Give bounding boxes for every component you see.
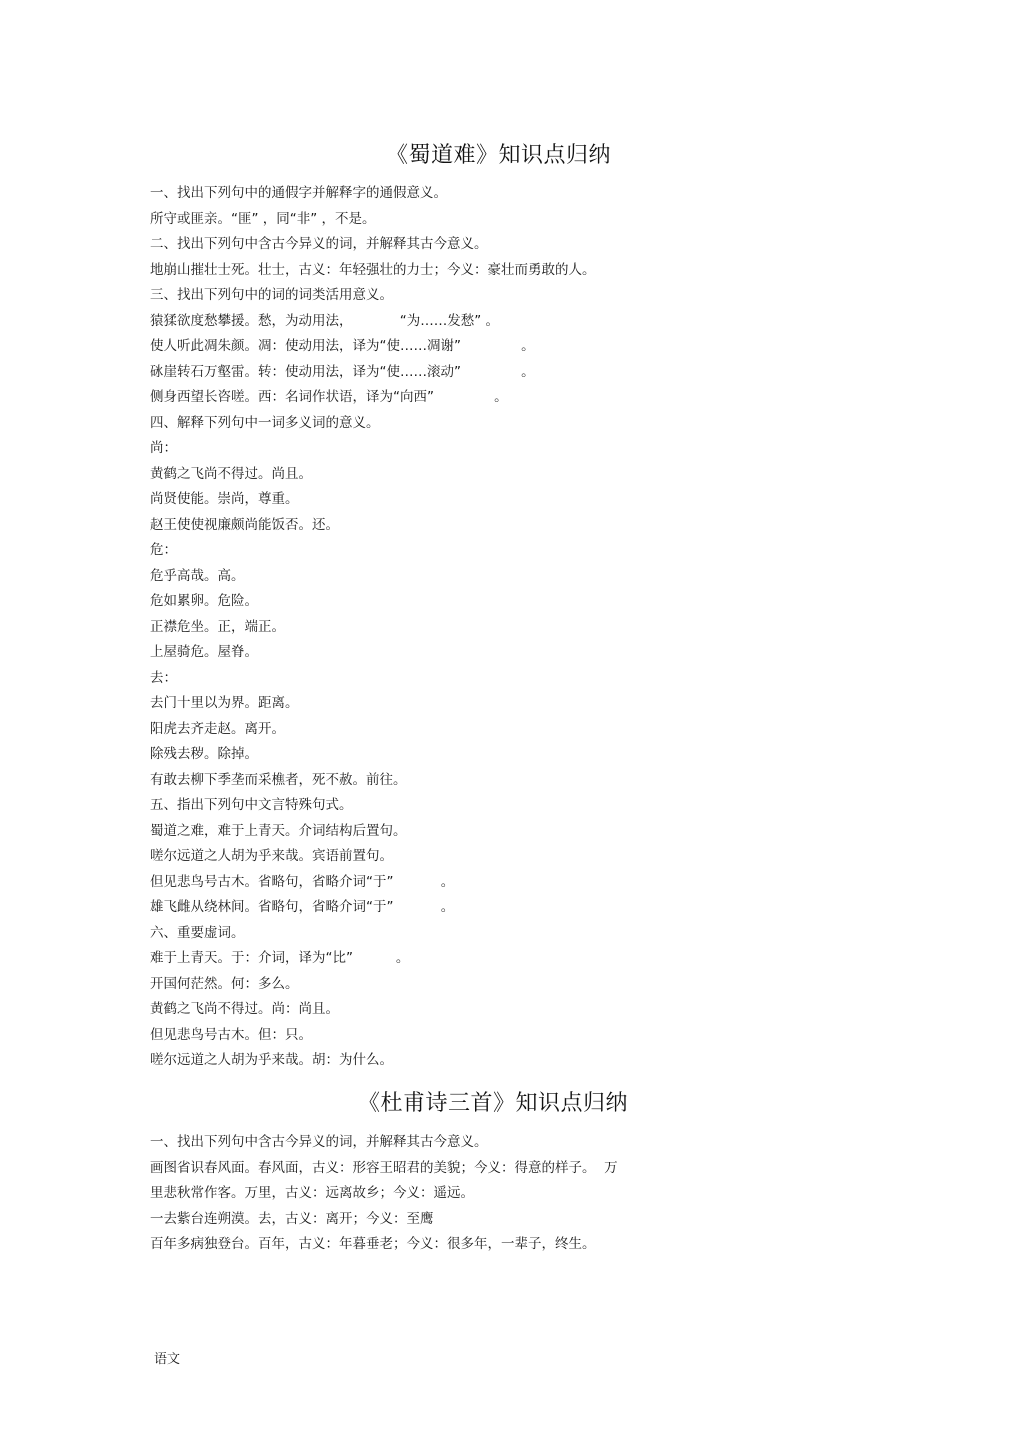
page-footer-label: 语文 xyxy=(154,1352,181,1367)
text-line: 有敢去柳下季垄而采樵者，死不赦。前往。 xyxy=(150,771,407,788)
text-line: 砯崖转石万壑雷。转：使动用法，译为“使……滚动” 。 xyxy=(150,363,535,380)
text-line: 一、找出下列句中的通假字并解释字的通假意义。 xyxy=(150,185,447,201)
text-line: 危： xyxy=(150,542,177,558)
text-line: 去： xyxy=(150,669,177,686)
text-line: 三、找出下列句中的词的词类活用意义。 xyxy=(150,287,393,303)
text-line: 阳虎去齐走赵。离开。 xyxy=(150,720,285,737)
section-body-dufu xyxy=(150,1130,710,1258)
text-line: 难于上青天。于：介词，译为“比” 。 xyxy=(150,950,410,966)
text-line: 地崩山摧壮士死。壮士，古义：年轻强壮的力士；今义：豪壮而勇敢的人。 xyxy=(150,261,596,278)
text-line: 黄鹤之飞尚不得过。尚且。 xyxy=(150,465,312,482)
text-line: 画图省识春风面。春风面，古义：形容王昭君的美貌；今义：得意的样子。 万 xyxy=(150,1159,618,1176)
text-line: 雄飞雌从绕林间。省略句，省略介词“于” 。 xyxy=(150,899,455,915)
text-line: 赵王使使视廉颇尚能饭否。还。 xyxy=(150,516,339,533)
text-line: 猿猱欲度愁攀援。愁，为动用法， “为……发愁” 。 xyxy=(150,312,499,329)
text-line: 里悲秋常作客。万里，古义：远离故乡；今义：遥远。 xyxy=(150,1185,474,1201)
section-title-dufu: 《杜甫诗三首》知识点归纳 xyxy=(358,1091,629,1116)
text-line: 上屋骑危。屋脊。 xyxy=(150,644,258,660)
text-line: 开国何茫然。何：多么。 xyxy=(150,975,299,992)
text-line: 使人听此凋朱颜。凋：使动用法，译为“使……凋谢” 。 xyxy=(150,338,535,354)
text-line: 四、解释下列句中一词多义词的意义。 xyxy=(150,414,380,431)
text-line: 尚贤使能。崇尚，尊重。 xyxy=(150,491,299,507)
text-line: 尚： xyxy=(150,440,177,456)
text-line: 百年多病独登台。百年，古义：年暮垂老；今义：很多年，一辈子，终生。 xyxy=(150,1236,596,1252)
text-line: 所守或匪亲。“匪” ，同“非” ，不是。 xyxy=(150,210,376,227)
text-line: 蜀道之难，难于上青天。介词结构后置句。 xyxy=(150,822,407,839)
text-line: 一去紫台连朔漠。去，古义：离开；今义：至鹰 xyxy=(150,1210,434,1227)
text-line: 黄鹤之飞尚不得过。尚：尚且。 xyxy=(150,1001,339,1017)
text-line: 但见悲鸟号古木。省略句，省略介词“于” 。 xyxy=(150,873,455,890)
text-line: 嗟尔远道之人胡为乎来哉。宾语前置句。 xyxy=(150,848,393,864)
text-line: 二、找出下列句中含古今异义的词，并解释其古今意义。 xyxy=(150,236,488,252)
text-line: 危乎高哉。高。 xyxy=(150,567,245,584)
text-line: 除残去秽。除掉。 xyxy=(150,746,258,762)
text-line: 嗟尔远道之人胡为乎来哉。胡：为什么。 xyxy=(150,1052,393,1068)
text-line: 去门十里以为界。距离。 xyxy=(150,695,299,711)
section-title-shudaonan: 《蜀道难》知识点归纳 xyxy=(386,143,612,168)
text-line: 六、重要虚词。 xyxy=(150,924,245,941)
text-line: 正襟危坐。正，端正。 xyxy=(150,618,285,635)
text-line: 危如累卵。危险。 xyxy=(150,593,258,609)
text-line: 侧身西望长咨嗟。西：名词作状语，译为“向西” 。 xyxy=(150,389,508,405)
text-line: 但见悲鸟号古木。但：只。 xyxy=(150,1026,312,1043)
text-line: 五、指出下列句中文言特殊句式。 xyxy=(150,797,353,813)
section-body-shudaonan xyxy=(150,181,710,1074)
text-line: 一、找出下列句中含古今异义的词，并解释其古今意义。 xyxy=(150,1134,488,1150)
